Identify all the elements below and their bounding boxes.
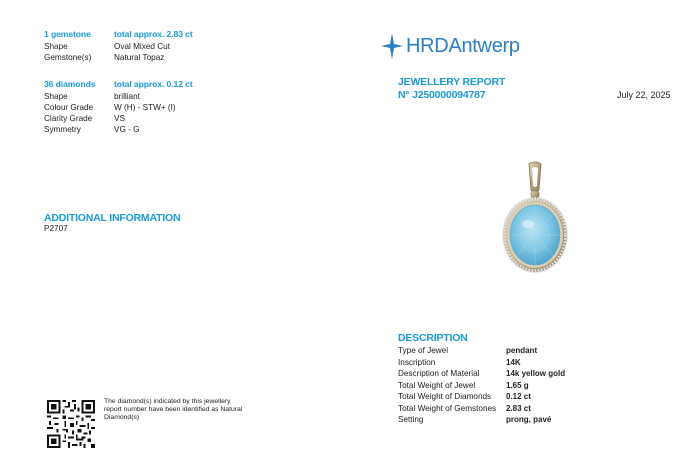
description-row: [398, 403, 698, 415]
description-row-value: 0.12 ct: [506, 392, 531, 401]
pendant-image: [500, 160, 570, 275]
qr-code-graphic: [46, 400, 96, 448]
diamonds-count: 36 diamonds: [44, 79, 96, 89]
diamonds-row-label: Shape: [44, 92, 68, 101]
diamonds-row-label: Colour Grade: [44, 103, 94, 112]
pendant-graphic: [500, 160, 570, 275]
description-row-label: Description of Material: [398, 369, 480, 378]
description-row: [398, 391, 698, 403]
gemstone-count: 1 gemstone: [44, 29, 91, 39]
star-icon: [380, 32, 404, 60]
gemstone-section: [44, 29, 344, 65]
gemstone-total: total approx. 2.83 ct: [114, 29, 193, 39]
gemstone-row: [44, 41, 364, 52]
description-row: [398, 345, 698, 357]
description-row: [398, 357, 698, 369]
description-row-label: Total Weight of Gemstones: [398, 403, 497, 413]
diamonds-row: [44, 102, 364, 113]
description-title: DESCRIPTION: [398, 332, 468, 344]
diamonds-row-value: W (H) - STW+ (I): [114, 103, 176, 112]
diamonds-row: [44, 113, 364, 124]
diamonds-row-value: VG - G: [114, 125, 140, 134]
diamonds-total: total approx. 0.12 ct: [114, 79, 193, 89]
description-row-value: 2.83 ct: [506, 403, 531, 413]
gemstone-row-value: Natural Topaz: [114, 53, 165, 62]
description-row-label: Type of Jewel: [398, 346, 449, 355]
hrd-logo: [380, 32, 550, 60]
gemstone-row-label: Gemstone(s): [44, 53, 92, 62]
description-row-value: prong, pavé: [506, 415, 552, 424]
description-row-label: Inscription: [398, 357, 436, 367]
logo-wordmark: [406, 35, 520, 58]
description-row-label: Setting: [398, 415, 424, 424]
description-row-value: 1.65 g: [506, 380, 529, 390]
description-row-label: Total Weight of Diamonds: [398, 392, 492, 401]
diamonds-row: [44, 91, 364, 102]
description-row-value: 14k yellow gold: [506, 369, 566, 378]
logo-brand-a: HRD: [406, 35, 449, 57]
report-title: JEWELLERY REPORT: [398, 76, 506, 88]
description-table: [398, 345, 698, 427]
description-row: [398, 414, 698, 426]
gemstone-row-label: Shape: [44, 42, 68, 51]
gemstone-row: [44, 52, 364, 63]
diamonds-row-label: Clarity Grade: [44, 114, 93, 123]
diamonds-row-label: Symmetry: [44, 125, 81, 134]
additional-info-title: ADDITIONAL INFORMATION: [44, 212, 181, 224]
logo-brand-b: Antwerp: [448, 35, 520, 57]
additional-info-value: P2707: [44, 224, 68, 233]
gemstone-row-value: Oval Mixed Cut: [114, 42, 170, 51]
footer-note: The diamond(s) indicated by this jewellery report number have been identified as Natural Diamond(s): [104, 398, 243, 421]
diamonds-section: [44, 79, 344, 137]
description-row: [398, 368, 698, 380]
description-row-value: 14K: [506, 357, 521, 367]
qr-code[interactable]: [46, 400, 96, 448]
description-row-value: pendant: [506, 346, 538, 355]
diamonds-row: [44, 124, 364, 135]
report-date: July 22, 2025: [617, 90, 671, 100]
description-row: [398, 380, 698, 392]
report-number: N° J250000094787: [398, 89, 486, 101]
diamonds-row-value: VS: [114, 114, 125, 123]
diamonds-row-value: brilliant: [114, 92, 140, 101]
description-row-label: Total Weight of Jewel: [398, 380, 476, 390]
